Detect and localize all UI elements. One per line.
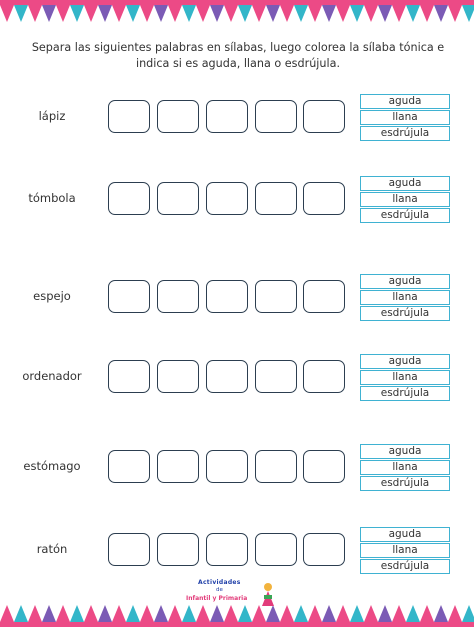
border-triangle [112,5,126,22]
border-triangle [364,605,378,622]
accent-option-aguda[interactable]: aguda [360,444,450,459]
border-triangle [28,605,42,622]
syllable-box[interactable] [157,360,199,393]
border-triangle [406,5,420,22]
border-triangle [378,5,392,22]
word-label: lápiz [38,109,66,123]
border-triangle [462,605,474,622]
border-triangle [140,5,154,22]
border-triangle [252,5,266,22]
border-triangle [42,5,56,22]
syllable-box[interactable] [108,100,150,133]
border-triangle [224,5,238,22]
site-logo [186,579,286,609]
border-triangle [0,605,14,622]
border-triangle [140,605,154,622]
border-triangle [392,605,406,622]
accent-option-llana[interactable]: llana [360,110,450,125]
border-triangle [28,5,42,22]
word-label: estómago [23,459,81,473]
syllable-box[interactable] [108,280,150,313]
border-triangle [42,605,56,622]
border-triangle [434,605,448,622]
accent-option-llana[interactable]: llana [360,370,450,385]
accent-option-llana[interactable]: llana [360,460,450,475]
syllable-box[interactable] [206,280,248,313]
border-triangle [126,605,140,622]
syllable-box[interactable] [255,533,297,566]
border-triangle [462,5,474,22]
accent-option-llana[interactable]: llana [360,290,450,305]
accent-option-aguda[interactable]: aguda [360,354,450,369]
syllable-box[interactable] [303,280,345,313]
accent-option-esdrujula[interactable]: esdrújula [360,386,450,401]
border-triangle [168,605,182,622]
border-triangle [350,5,364,22]
border-triangle [154,605,168,622]
accent-option-aguda[interactable]: aguda [360,94,450,109]
border-triangle [420,5,434,22]
border-triangle [448,5,462,22]
accent-type-options [360,354,450,402]
border-triangle [70,5,84,22]
syllable-box[interactable] [255,450,297,483]
border-triangle [182,5,196,22]
syllable-box[interactable] [303,100,345,133]
logo-text-line2: de [216,587,223,593]
border-triangle [420,605,434,622]
accent-option-aguda[interactable]: aguda [360,274,450,289]
border-triangle [378,605,392,622]
border-triangle [210,5,224,22]
syllable-box[interactable] [303,533,345,566]
border-triangle [266,5,280,22]
syllable-box[interactable] [255,360,297,393]
border-triangle [14,605,28,622]
word-label: ordenador [22,369,82,383]
border-triangle [294,5,308,22]
border-triangle [112,605,126,622]
border-triangle [406,605,420,622]
word-row [0,95,474,160]
syllable-box[interactable] [206,450,248,483]
border-triangle [434,5,448,22]
accent-option-esdrujula[interactable]: esdrújula [360,476,450,491]
accent-type-options [360,176,450,224]
syllable-box[interactable] [206,360,248,393]
word-row [0,177,474,242]
syllable-box[interactable] [157,182,199,215]
border-triangle [448,605,462,622]
syllable-box[interactable] [206,100,248,133]
syllable-box[interactable] [206,533,248,566]
syllable-box[interactable] [157,280,199,313]
accent-option-esdrujula[interactable]: esdrújula [360,559,450,574]
logo-figure-icon [258,581,278,607]
border-triangle [280,5,294,22]
word-label: tómbola [28,191,76,205]
border-triangle [168,5,182,22]
syllable-box[interactable] [303,450,345,483]
border-triangle [322,5,336,22]
accent-type-options [360,444,450,492]
syllable-box[interactable] [255,280,297,313]
border-triangle [70,605,84,622]
border-triangle [336,605,350,622]
syllable-box[interactable] [255,182,297,215]
border-triangle [238,5,252,22]
border-triangle [98,605,112,622]
syllable-box[interactable] [157,533,199,566]
syllable-box[interactable] [108,182,150,215]
border-triangle [84,605,98,622]
word-row [0,445,474,510]
word-label: espejo [33,289,71,303]
syllable-box[interactable] [108,360,150,393]
accent-option-esdrujula[interactable]: esdrújula [360,208,450,223]
border-triangle [322,605,336,622]
syllable-box[interactable] [303,360,345,393]
accent-type-options [360,527,450,575]
accent-option-aguda[interactable]: aguda [360,527,450,542]
border-triangle [154,5,168,22]
syllable-box[interactable] [303,182,345,215]
accent-option-esdrujula[interactable]: esdrújula [360,306,450,321]
border-triangle [308,5,322,22]
border-triangle [392,5,406,22]
border-triangle [308,605,322,622]
accent-option-esdrujula[interactable]: esdrújula [360,126,450,141]
syllable-box[interactable] [108,533,150,566]
border-triangle [336,5,350,22]
accent-type-options [360,94,450,142]
syllable-box[interactable] [157,450,199,483]
border-triangle [84,5,98,22]
border-triangle [350,605,364,622]
word-row [0,355,474,420]
border-triangle [56,605,70,622]
word-row [0,275,474,340]
accent-option-llana[interactable]: llana [360,192,450,207]
syllable-box[interactable] [255,100,297,133]
instructions-text: Separa las siguientes palabras en sílabas, luego colorea la sílaba tónica e indica si es aguda, llana o esdrújula. [31,41,445,70]
border-triangle [196,5,210,22]
decorative-top-border [0,0,474,26]
accent-type-options [360,274,450,322]
border-triangle [98,5,112,22]
logo-text-line1: Actividades [198,579,241,586]
word-label: ratón [36,542,68,556]
border-triangle [56,5,70,22]
syllable-box[interactable] [108,450,150,483]
accent-option-llana[interactable]: llana [360,543,450,558]
accent-option-aguda[interactable]: aguda [360,176,450,191]
border-triangle [364,5,378,22]
border-triangle [294,605,308,622]
syllable-box[interactable] [157,100,199,133]
logo-text-line3: Infantil y Primaria [186,595,248,602]
border-triangle [0,5,14,22]
border-triangle [126,5,140,22]
border-triangle [14,5,28,22]
syllable-box[interactable] [206,182,248,215]
